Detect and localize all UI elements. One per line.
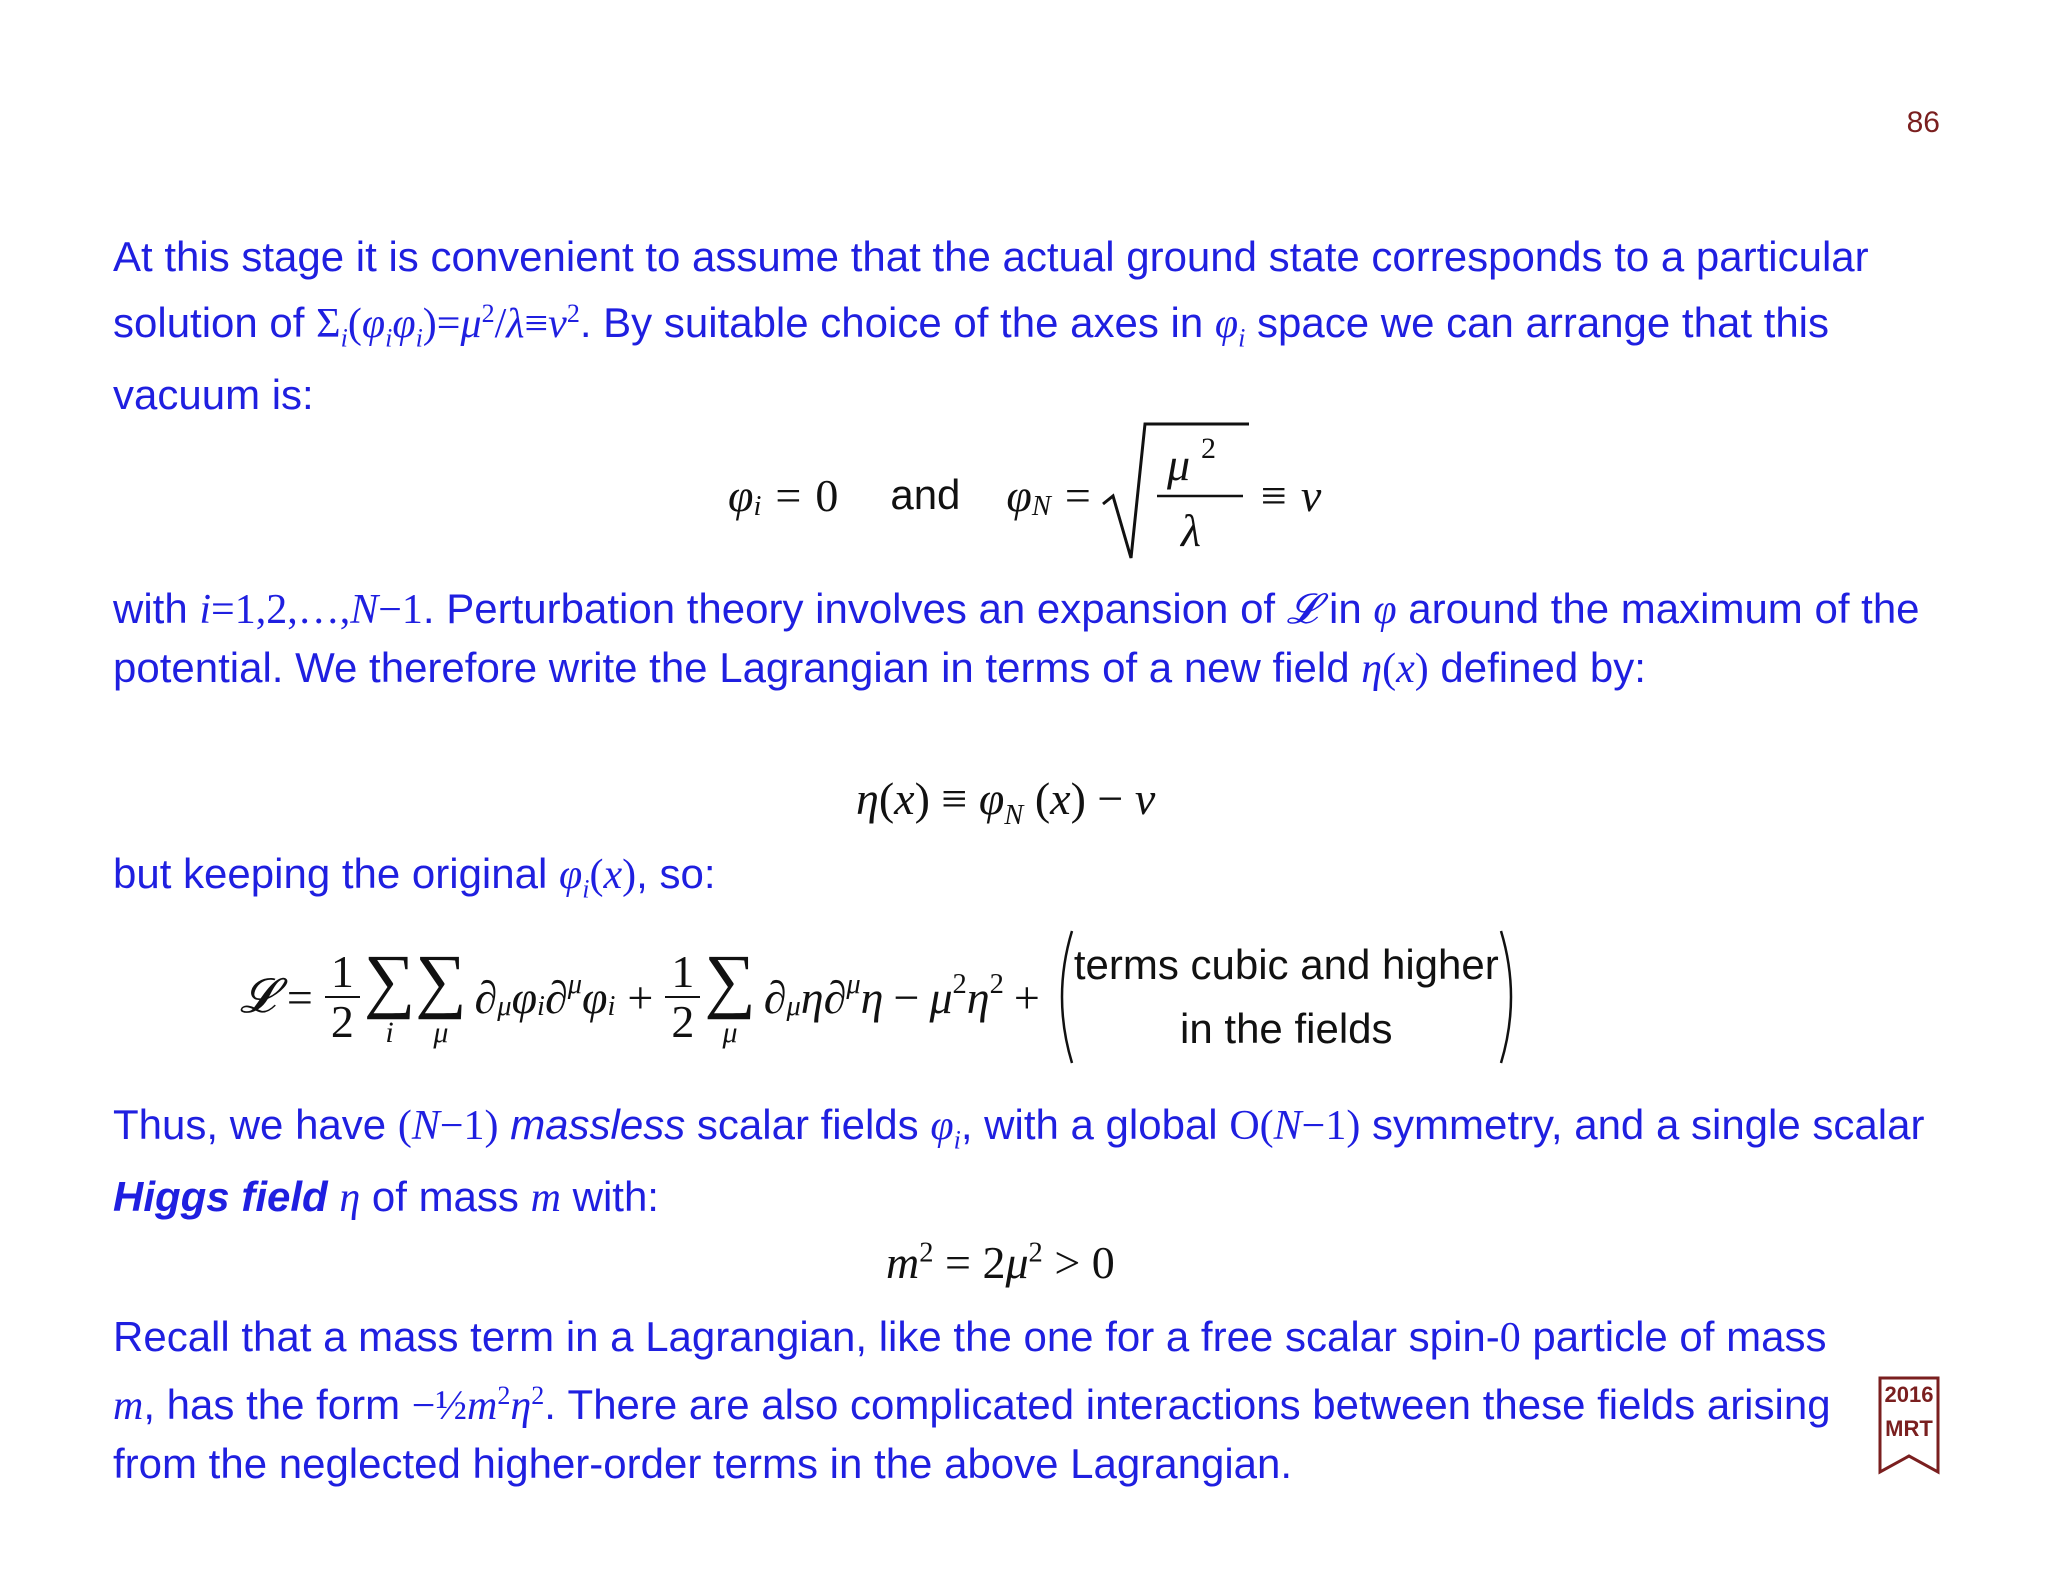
math-mass-term: $-\frac{1}{2}m^2\eta^2$: [411, 1381, 545, 1429]
math-sum-constraint: $\Sigma_i(\varphi_i\varphi_i)=\mu^2/\lambda\equiv v^2$: [316, 299, 580, 353]
math-lagrangian-symbol: 𝓛: [1286, 587, 1318, 633]
text: space we can arrange that this vacuum is:: [113, 299, 1830, 419]
badge-year: 2016: [1884, 1382, 1934, 1407]
equation-lagrangian: 𝓛 = $\frac{1}{2}$ ∑ i ∑ μ ∂ $_\mu$ φ $_i$ ∂ $^\mu$ φ $_i$ + $\frac{1}{2}$ ∑ μ ∂ $_\mu$ η ∂ $^\mu$ η − μ $^2$ η $^2$ + terms cubic and higher in the fields: [240, 922, 1523, 1072]
right-paren: [1499, 929, 1523, 1065]
math-eta: η: [339, 1175, 361, 1222]
badge-initials: MRT: [1885, 1416, 1933, 1441]
left-paren: [1050, 929, 1074, 1065]
svg-text:2: 2: [1200, 432, 1216, 465]
text: Recall that a mass term in a Lagrangian, like the one for a free scalar spin-: [113, 1313, 1500, 1360]
fraction-one-half: $\frac{1}{2}$: [325, 948, 360, 1047]
paragraph-massless-fields: [113, 1096, 1943, 1227]
math-phi-i: $\varphi_i$: [1214, 301, 1246, 353]
mrt-2016-badge: [1878, 1376, 1940, 1476]
text: around the maximum of the potential. We therefore write the Lagrangian in terms of a new field: [113, 585, 1920, 691]
text: At this stage it is convenient to assume that the actual ground state corresponds to a particular solution of: [113, 233, 1869, 346]
svg-text:λ: λ: [1180, 505, 1201, 556]
math-phi-i-x: $\varphi_i(x)$: [558, 852, 637, 904]
math-zero: 0: [1499, 1315, 1521, 1361]
paren-terms: [1050, 929, 1523, 1065]
svg-text:μ: μ: [1166, 439, 1190, 490]
text: Thus, we have: [113, 1101, 398, 1148]
text: , so:: [636, 850, 716, 897]
text: in: [1317, 585, 1374, 632]
equation-and: and: [890, 471, 961, 518]
equation-eta-definition: $\eta(x) \equiv \varphi_N$ (x) − v: [856, 773, 1156, 832]
paragraph-perturbation: [113, 580, 1943, 698]
math-o-group: O(N−1): [1229, 1103, 1361, 1149]
math-phi: φ: [1373, 587, 1397, 633]
text-higgs-field: Higgs field: [113, 1173, 328, 1221]
paragraph-mass-term: [113, 1308, 1853, 1492]
text: , has the form: [143, 1381, 412, 1428]
paragraph-ground-state: [113, 228, 1943, 423]
fraction-one-half-2: $\frac{1}{2}$: [665, 948, 700, 1047]
text: but keeping the original: [113, 850, 559, 897]
text: with:: [560, 1173, 659, 1221]
text: particle of mass: [1520, 1313, 1827, 1360]
math-eta-x: η(x): [1361, 646, 1429, 692]
text: scalar fields: [685, 1101, 931, 1148]
equation-mass: $m^2 = 2\mu^2 > 0$: [886, 1237, 1115, 1288]
text: . Perturbation theory involves an expansion of: [422, 585, 1287, 632]
text: , with a global: [960, 1101, 1230, 1148]
equation-vacuum: φ $_i$ = 0 and φ $_N$ = μ 2 λ ≡ v: [728, 420, 1321, 570]
math-m: m: [113, 1383, 144, 1429]
text: of mass: [360, 1173, 531, 1221]
math-index-range: i=1,2,…,N−1: [199, 587, 423, 633]
sqrt-symbol: [1101, 420, 1251, 570]
text: . By suitable choice of the axes in: [579, 299, 1215, 346]
text: symmetry, and a single scalar: [1360, 1101, 1925, 1148]
text: . There are also complicated interactions between these fields arising from the neglected higher-order terms in the above Lagrangian.: [113, 1381, 1831, 1487]
text: with: [113, 585, 200, 632]
math-phi-i: $\varphi_i$: [930, 1103, 961, 1155]
text: defined by:: [1428, 644, 1646, 691]
paren-line-2: in the fields: [1180, 1005, 1393, 1052]
paren-line-1: terms cubic and higher: [1073, 941, 1499, 988]
math-m: m: [530, 1175, 561, 1222]
paragraph-keeping-original: [113, 845, 1943, 917]
page-number: 86: [1906, 106, 1940, 139]
math-n-minus-1: (N−1): [397, 1103, 499, 1149]
text-massless: massless: [510, 1101, 686, 1148]
